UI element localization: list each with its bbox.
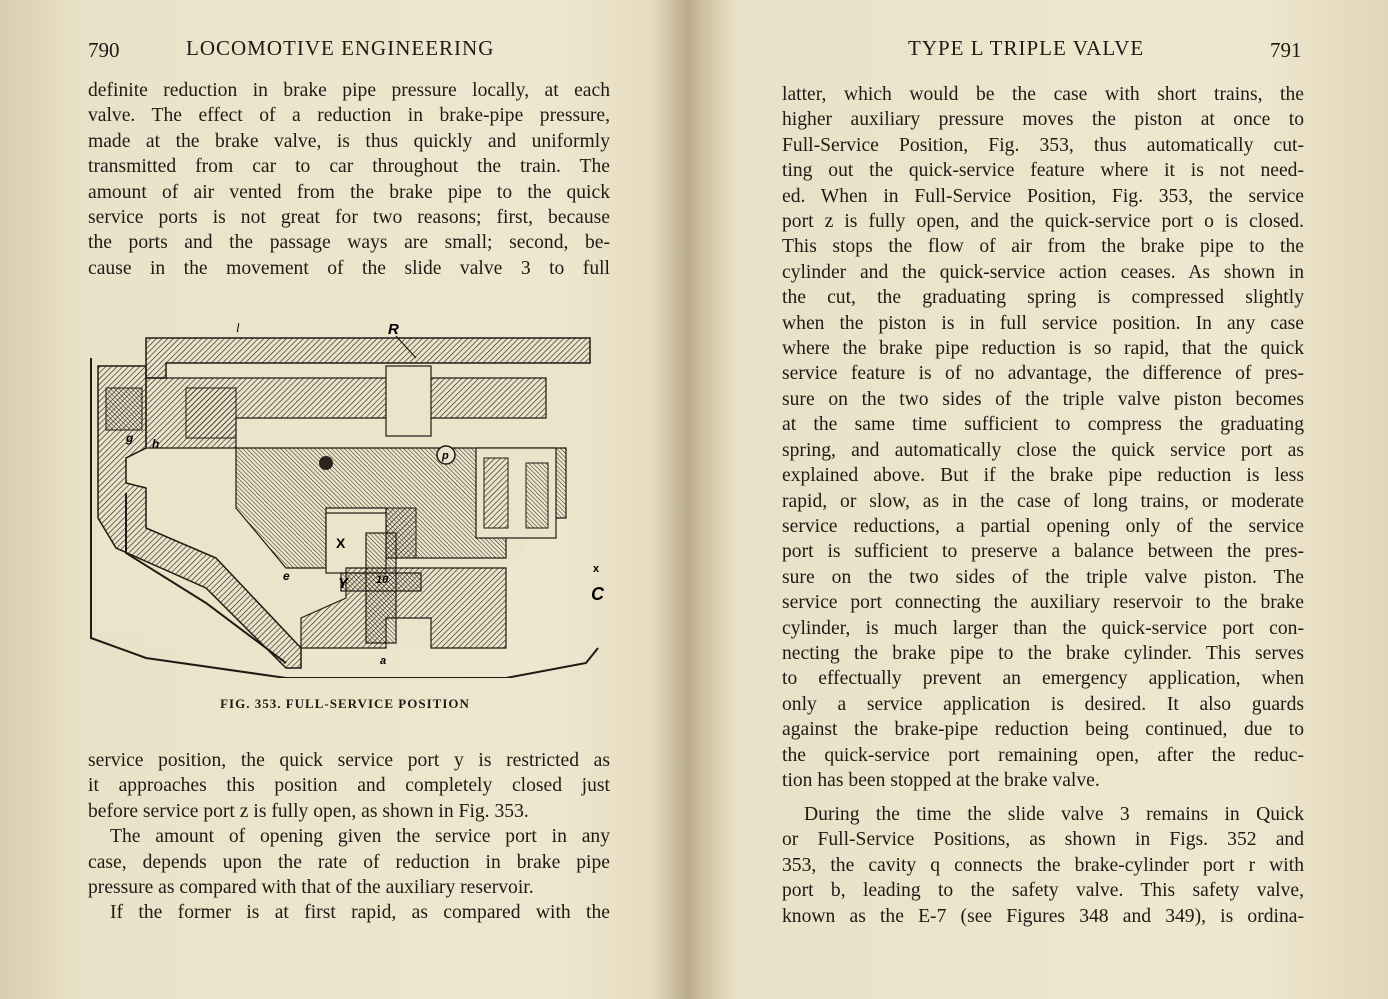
text-line: explained above. But if the brake pipe reduction is less (782, 465, 1304, 487)
left-text-bottom (88, 748, 610, 926)
label-p: p (442, 450, 449, 462)
text-line: latter, which would be the case with short trains, the (782, 84, 1304, 105)
text-line: case, depends upon the rate of reduction in brake pipe (88, 851, 610, 873)
text-line: necting the brake pipe to the brake cylinder. This serves (782, 642, 1304, 664)
right-page-number: 791 (1270, 38, 1302, 62)
text-line: service position, the quick service port y is restricted as (88, 750, 610, 771)
text-line: port is sufficient to preserve a balance between the pres- (782, 541, 1304, 563)
text-line: definite reduction in brake pipe pressure locally, at each (88, 80, 610, 101)
text-line: cause in the movement of the slide valve 3 to full (88, 257, 610, 279)
text-line: Full-Service Position, Fig. 353, thus automatically cut- (782, 134, 1304, 156)
text-line: or Full-Service Positions, as shown in Figs. 352 and (782, 829, 1304, 851)
text-line: sure on the two sides of the triple valve piston. The (782, 566, 1304, 588)
text-line: service port connecting the auxiliary reservoir to the brake (782, 592, 1304, 614)
text-line: ed. When in Full-Service Position, Fig. 353, the service (782, 185, 1304, 207)
text-line: The amount of opening given the service port in any (110, 826, 610, 848)
right-page (696, 0, 1388, 999)
text-line: where the brake pipe reduction is so rapid, that the quick (782, 338, 1304, 360)
text-line: to effectually prevent an emergency application, when (782, 668, 1304, 690)
text-line: when the piston is in full service position. In any case (782, 312, 1304, 334)
text-line: tion has been stopped at the brake valve. (782, 769, 1100, 791)
label-X: X (336, 535, 346, 551)
text-line: valve. The effect of a reduction in brake-pipe pressure, (88, 105, 610, 127)
text-line: at the same time sufficient to compress the graduating (782, 414, 1304, 436)
text-line: known as the E-7 (see Figures 348 and 349), is ordina- (782, 905, 1304, 927)
left-page-number: 790 (88, 38, 120, 62)
text-line: before service port z is fully open, as shown in Fig. 353. (88, 800, 529, 822)
text-line: ting out the quick-service feature where it is not need- (782, 160, 1304, 182)
text-line: transmitted from car to car throughout the train. The (88, 156, 610, 178)
text-line: If the former is at first rapid, as compared with the (110, 902, 610, 924)
text-line: service ports is not great for two reasons; first, because (88, 207, 610, 229)
text-line: pressure as compared with that of the auxiliary reservoir. (88, 877, 534, 899)
text-line: the cut, the graduating spring is compressed slightly (782, 287, 1304, 309)
label-e: e (283, 569, 290, 583)
right-text (782, 82, 1304, 793)
text-line: cylinder and the quick-service action ceases. As shown in (782, 261, 1304, 283)
text-line: service feature is of no advantage, the difference of pres- (782, 363, 1304, 385)
label-Y: Y (338, 575, 349, 592)
text-line: the ports and the passage ways are small; second, be- (88, 232, 610, 254)
label-a: a (380, 655, 387, 667)
text-line: service reductions, a partial opening only of the service (782, 515, 1304, 537)
text-line: the quick-service port remaining open, after the reduc- (782, 744, 1304, 766)
text-line: it approaches this position and completely closed just (88, 775, 610, 797)
text-line: This stops the flow of air from the brake pipe to the (782, 236, 1304, 258)
text-line: only a service application is desired. It also guards (782, 693, 1304, 715)
text-line: amount of air vented from the brake pipe to the quick (88, 181, 610, 203)
text-line: sure on the two sides of the triple valve piston becomes (782, 388, 1304, 410)
text-line: made at the brake valve, is thus quickly and uniformly (88, 130, 610, 152)
left-page (0, 0, 692, 999)
triple-valve-diagram (86, 318, 604, 678)
left-running-head: LOCOMOTIVE ENGINEERING (186, 36, 495, 60)
right-text-para2 (782, 802, 1304, 929)
text-line: cylinder, is much larger than the quick-service port con- (782, 617, 1304, 639)
text-line: higher auxiliary pressure moves the piston at once to (782, 109, 1304, 131)
text-line: rapid, or slow, as in the case of long trains, or moderate (782, 490, 1304, 512)
text-line: spring, and automatically close the quick service port as (782, 439, 1304, 461)
label-10: 10 (376, 574, 389, 586)
text-line: against the brake-pipe reduction being continued, due to (782, 719, 1304, 741)
figure-caption: FIG. 353. FULL-SERVICE POSITION (220, 696, 470, 711)
label-x-small: x (593, 563, 600, 575)
text-line: 353, the cavity q connects the brake-cylinder port r with (782, 854, 1304, 876)
right-running-head: TYPE L TRIPLE VALVE (908, 36, 1145, 60)
label-h: h (152, 437, 160, 451)
label-R: R (388, 321, 399, 338)
label-g: g (126, 431, 134, 445)
label-l: l (236, 320, 240, 335)
label-C: C (591, 584, 604, 604)
text-line: port b, leading to the safety valve. This safety valve, (782, 880, 1304, 902)
text-line: During the time the slide valve 3 remains in Quick (804, 804, 1304, 825)
left-text-top (88, 78, 610, 281)
text-line: port z is fully open, and the quick-service port o is closed. (782, 211, 1304, 233)
